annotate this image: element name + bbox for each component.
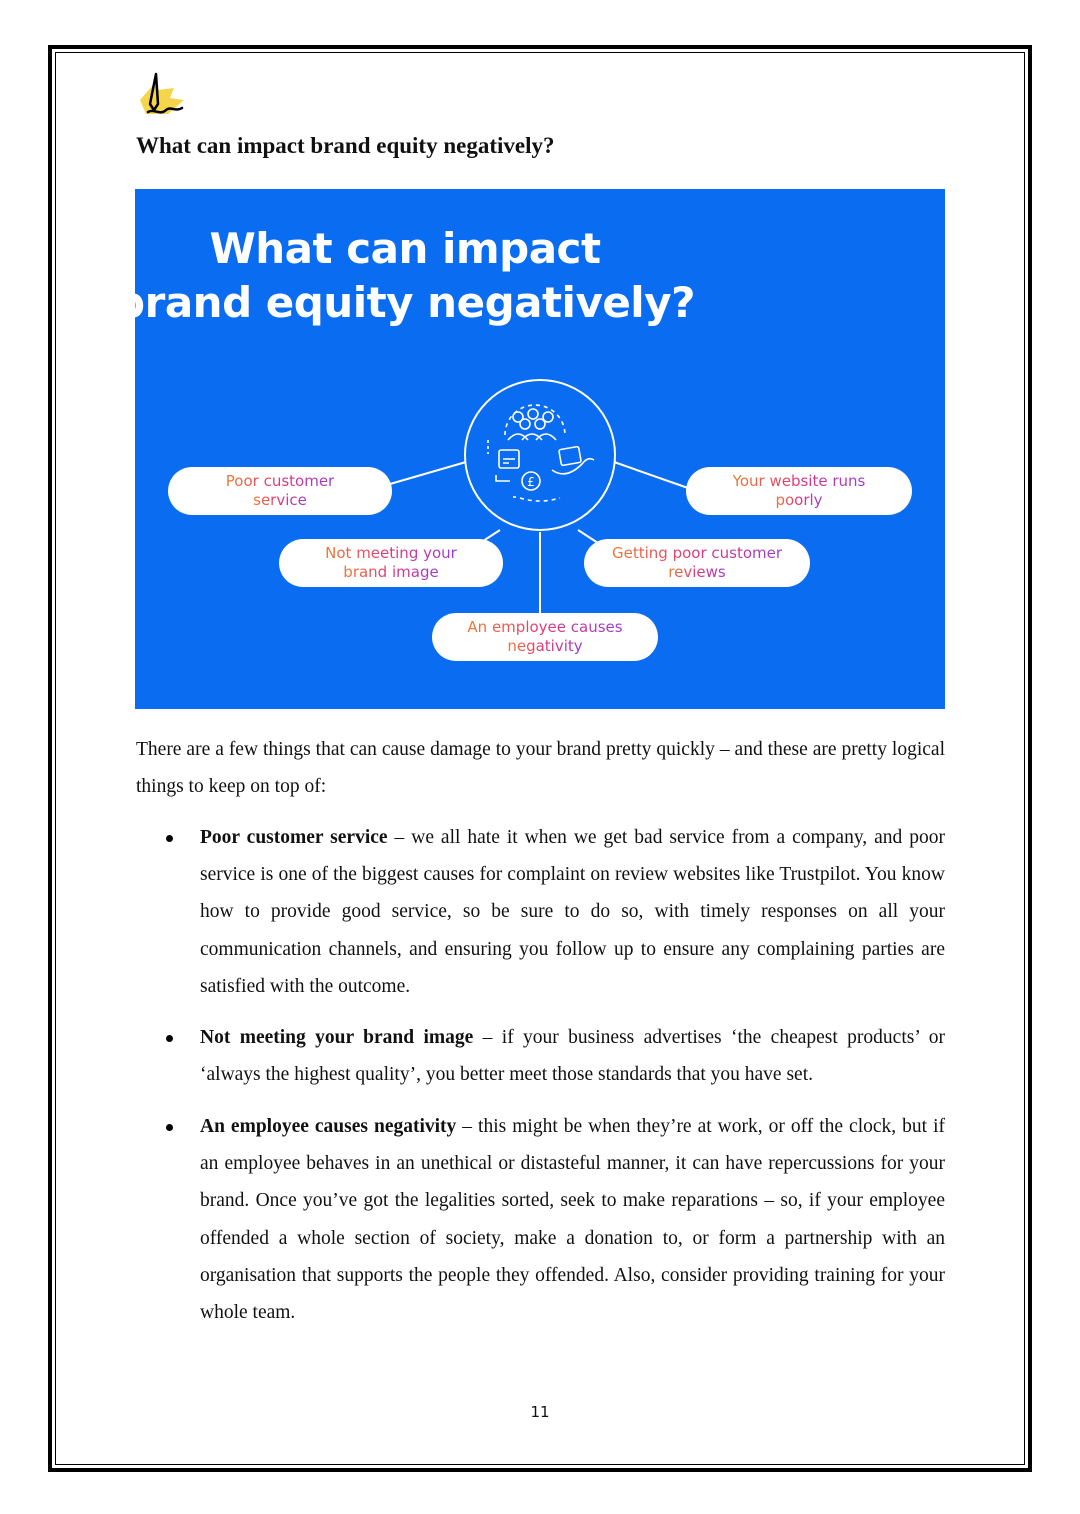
bullet-term: An employee causes negativity [200,1116,457,1137]
pill-poor-customer-service [168,467,392,515]
connector-poor-service [390,462,466,484]
bullet-dot [166,1124,173,1131]
pill-line1: Getting poor customer [611,544,783,562]
bullet-term: Not meeting your brand image [200,1027,474,1048]
bullet-body: – we all hate it when we get bad service from a company, and poor service is one of the biggest causes for complaint on review websites like Trustpilot. You know how to provide good service, so be sure to do so, with timely responses on all your communication channels, and ensuring you follow up to ensure any complaining parties are satisfied with the outcome. [200,827,946,997]
pill-not-meeting-brand-image [279,539,503,587]
pill-website-runs-poorly [686,467,912,515]
bullet-dot [166,835,173,842]
pill-line1: Your website runs [732,472,866,490]
team-shopping-icon [488,405,594,501]
infographic-connectors [0,0,1080,720]
pill-employee-negativity [432,613,658,661]
bullet-employee-negativity [200,1108,945,1331]
pill-poor-customer-reviews [584,539,810,587]
pill-line1: Not meeting your [325,544,457,562]
page-number: 11 [530,1403,550,1421]
pill-line1: Poor customer [225,472,335,490]
pill-line2: brand image [343,563,439,581]
infographic-title-line1: What can impact [209,224,601,273]
intro-paragraph: There are a few things that can cause damage to your brand pretty quickly – and these are pretty logical things to keep on top of: [136,739,945,797]
bullet-body: – if your business advertises ‘the cheapest products’ or ‘always the highest quality’, you better meet those standards that you have set. [200,1027,945,1086]
bullet-poor-customer-service [200,819,945,1005]
center-circle [465,380,615,530]
pill-line2: service [253,491,307,509]
pill-line2: poorly [775,491,823,509]
pill-line2: negativity [507,637,583,655]
pound-symbol: £ [527,475,535,489]
section-heading: What can impact brand equity negatively? [136,133,555,158]
bullet-dot [166,1035,173,1042]
infographic-title-line2: brand equity negatively? [115,278,695,327]
bullet-body: – this might be when they’re at work, or off the clock, but if an employee behaves in an unethical or distasteful manner, it can have repercussions for your brand. Once you’ve got the legalities sorted, seek to make reparations – so, if your employee offended a whole section of society, make a donation to, or form a partnership with an organisation that supports the people they offended. Also, consider providing training for your whole team. [200,1116,945,1324]
connector-website [614,462,688,488]
pill-line1: An employee causes [467,618,623,636]
bullet-not-meeting-brand-image [200,1019,945,1093]
pill-line2: reviews [668,563,726,581]
bullet-term: Poor customer service [200,827,388,848]
